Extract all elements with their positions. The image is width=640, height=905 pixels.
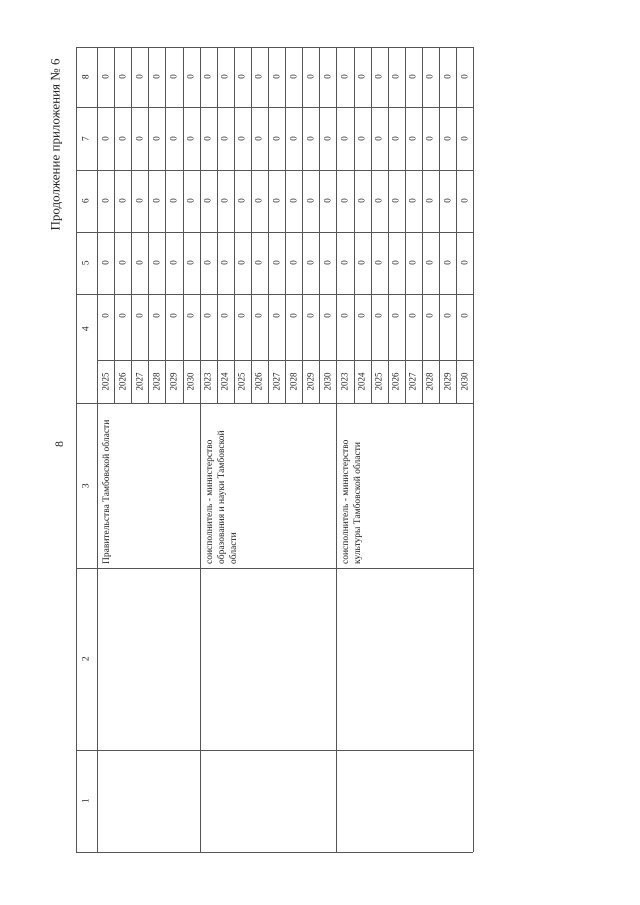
column-header-2: 2: [80, 656, 91, 662]
value-cell-col-7: 0: [168, 135, 179, 141]
value-cell-col-4: 0: [117, 313, 128, 318]
value-cell-col-6: 0: [322, 198, 333, 203]
value-cell-col-8: 0: [185, 74, 196, 79]
value-cell-col-6: 0: [305, 198, 316, 203]
table-rule: [251, 47, 252, 403]
value-cell-col-7: 0: [185, 135, 196, 141]
value-cell-col-5: 0: [271, 260, 282, 265]
value-cell-col-4: 0: [202, 313, 213, 318]
value-cell-col-8: 0: [253, 74, 264, 79]
value-cell-col-8: 0: [322, 74, 333, 79]
value-cell-col-6: 0: [168, 198, 179, 203]
value-cell-col-7: 0: [339, 135, 350, 141]
year-cell: 2028: [151, 372, 162, 390]
value-cell-col-4: 0: [271, 313, 282, 318]
column-header-6: 6: [80, 198, 91, 204]
value-cell-col-5: 0: [288, 260, 299, 265]
value-cell-col-6: 0: [390, 198, 401, 203]
value-cell-col-7: 0: [373, 135, 384, 141]
value-cell-col-4: 0: [168, 313, 179, 318]
value-cell-col-7: 0: [151, 135, 162, 141]
value-cell-col-5: 0: [356, 260, 367, 265]
table-rule: [200, 47, 201, 852]
year-cell: 2023: [202, 372, 213, 390]
value-cell-col-7: 0: [390, 135, 401, 141]
continuation-title: Продолжение приложения № 6: [47, 58, 63, 231]
value-cell-col-5: 0: [253, 260, 264, 265]
table-rule: [234, 47, 235, 403]
value-cell-col-4: 0: [253, 313, 264, 318]
table-rule: [131, 47, 132, 403]
value-cell-col-5: 0: [151, 260, 162, 265]
value-cell-col-8: 0: [339, 74, 350, 79]
table-rule: [354, 47, 355, 403]
value-cell-col-7: 0: [407, 135, 418, 141]
table-rule: [371, 47, 372, 403]
value-cell-col-8: 0: [424, 74, 435, 79]
value-cell-col-4: 0: [288, 313, 299, 318]
value-cell-col-4: 0: [151, 313, 162, 318]
column-header-5: 5: [80, 260, 91, 266]
value-cell-col-8: 0: [442, 74, 453, 79]
value-cell-col-8: 0: [134, 74, 145, 79]
year-cell: 2029: [442, 372, 453, 390]
value-cell-col-8: 0: [151, 74, 162, 79]
table-rule: [217, 47, 218, 403]
value-cell-col-8: 0: [271, 74, 282, 79]
value-cell-col-4: 0: [442, 313, 453, 318]
table-rule: [97, 47, 98, 852]
table-rule: [76, 852, 473, 853]
value-cell-col-6: 0: [134, 198, 145, 203]
value-cell-col-8: 0: [373, 74, 384, 79]
value-cell-col-5: 0: [185, 260, 196, 265]
value-cell-col-5: 0: [424, 260, 435, 265]
table-rule: [302, 47, 303, 403]
value-cell-col-7: 0: [305, 135, 316, 141]
value-cell-col-7: 0: [134, 135, 145, 141]
table-rule: [76, 47, 77, 852]
executor-cell: соисполнитель - министерство образования и науки Тамбовской области: [204, 430, 239, 564]
value-cell-col-8: 0: [390, 74, 401, 79]
value-cell-col-5: 0: [305, 260, 316, 265]
value-cell-col-7: 0: [236, 135, 247, 141]
value-cell-col-6: 0: [356, 198, 367, 203]
value-cell-col-7: 0: [288, 135, 299, 141]
table-rule: [76, 232, 473, 233]
value-cell-col-6: 0: [407, 198, 418, 203]
table-rule: [148, 47, 149, 403]
value-cell-col-5: 0: [459, 260, 470, 265]
value-cell-col-5: 0: [236, 260, 247, 265]
table-rule: [268, 47, 269, 403]
value-cell-col-6: 0: [202, 198, 213, 203]
column-header-4: 4: [80, 325, 91, 331]
value-cell-col-7: 0: [424, 135, 435, 141]
value-cell-col-7: 0: [202, 135, 213, 141]
value-cell-col-6: 0: [253, 198, 264, 203]
value-cell-col-8: 0: [117, 74, 128, 79]
table-rule: [76, 403, 473, 404]
value-cell-col-4: 0: [459, 313, 470, 318]
table-rule: [76, 170, 473, 171]
year-cell: 2025: [373, 372, 384, 390]
year-cell: 2024: [356, 372, 367, 390]
year-cell: 2025: [100, 372, 111, 390]
value-cell-col-7: 0: [442, 135, 453, 141]
year-cell: 2026: [117, 372, 128, 390]
value-cell-col-5: 0: [339, 260, 350, 265]
value-cell-col-5: 0: [407, 260, 418, 265]
table-rule: [114, 47, 115, 403]
value-cell-col-8: 0: [168, 74, 179, 79]
value-cell-col-8: 0: [100, 74, 111, 79]
table-rule: [183, 47, 184, 403]
column-header-7: 7: [80, 135, 91, 141]
year-cell: 2028: [424, 372, 435, 390]
value-cell-col-8: 0: [407, 74, 418, 79]
year-cell: 2026: [390, 372, 401, 390]
value-cell-col-8: 0: [219, 74, 230, 79]
value-cell-col-7: 0: [253, 135, 264, 141]
value-cell-col-4: 0: [390, 313, 401, 318]
value-cell-col-8: 0: [305, 74, 316, 79]
value-cell-col-6: 0: [100, 198, 111, 203]
value-cell-col-4: 0: [373, 313, 384, 318]
value-cell-col-6: 0: [442, 198, 453, 203]
value-cell-col-6: 0: [185, 198, 196, 203]
table-rule: [439, 47, 440, 403]
value-cell-col-4: 0: [424, 313, 435, 318]
column-header-8: 8: [80, 74, 91, 80]
value-cell-col-6: 0: [271, 198, 282, 203]
value-cell-col-5: 0: [117, 260, 128, 265]
value-cell-col-6: 0: [288, 198, 299, 203]
table-rule: [76, 47, 473, 48]
value-cell-col-7: 0: [271, 135, 282, 141]
value-cell-col-6: 0: [117, 198, 128, 203]
value-cell-col-8: 0: [202, 74, 213, 79]
value-cell-col-8: 0: [356, 74, 367, 79]
page-number: 8: [52, 441, 66, 447]
value-cell-col-6: 0: [424, 198, 435, 203]
table-rule: [76, 750, 473, 751]
value-cell-col-6: 0: [339, 198, 350, 203]
value-cell-col-4: 0: [219, 313, 230, 318]
value-cell-col-4: 0: [407, 313, 418, 318]
value-cell-col-7: 0: [356, 135, 367, 141]
year-cell: 2027: [271, 372, 282, 390]
year-cell: 2023: [339, 372, 350, 390]
value-cell-col-7: 0: [219, 135, 230, 141]
table-rule: [76, 107, 473, 108]
executor-cell: соисполнитель - министерство культуры Тамбовской области: [341, 439, 364, 564]
table-rule: [285, 47, 286, 403]
value-cell-col-5: 0: [134, 260, 145, 265]
table-rule: [336, 47, 337, 852]
year-cell: 2027: [134, 372, 145, 390]
table-rule: [165, 47, 166, 403]
value-cell-col-6: 0: [459, 198, 470, 203]
value-cell-col-8: 0: [288, 74, 299, 79]
value-cell-col-6: 0: [151, 198, 162, 203]
year-cell: 2030: [322, 372, 333, 390]
value-cell-col-5: 0: [322, 260, 333, 265]
executor-cell: Правительства Тамбовской области: [102, 419, 112, 564]
value-cell-col-4: 0: [339, 313, 350, 318]
table-rule: [76, 568, 473, 569]
table-rule: [319, 47, 320, 403]
year-cell: 2025: [236, 372, 247, 390]
value-cell-col-8: 0: [236, 74, 247, 79]
year-cell: 2024: [219, 372, 230, 390]
value-cell-col-7: 0: [322, 135, 333, 141]
table-rule: [388, 47, 389, 403]
value-cell-col-6: 0: [219, 198, 230, 203]
value-cell-col-4: 0: [100, 313, 111, 318]
value-cell-col-4: 0: [356, 313, 367, 318]
value-cell-col-5: 0: [168, 260, 179, 265]
value-cell-col-6: 0: [373, 198, 384, 203]
table-rule: [422, 47, 423, 403]
value-cell-col-8: 0: [459, 74, 470, 79]
value-cell-col-4: 0: [322, 313, 333, 318]
value-cell-col-5: 0: [100, 260, 111, 265]
year-cell: 2029: [168, 372, 179, 390]
value-cell-col-7: 0: [117, 135, 128, 141]
value-cell-col-5: 0: [202, 260, 213, 265]
table-rule: [405, 47, 406, 403]
value-cell-col-7: 0: [100, 135, 111, 141]
year-cell: 2028: [288, 372, 299, 390]
year-cell: 2026: [253, 372, 264, 390]
value-cell-col-6: 0: [236, 198, 247, 203]
value-cell-col-4: 0: [305, 313, 316, 318]
value-cell-col-5: 0: [390, 260, 401, 265]
value-cell-col-4: 0: [185, 313, 196, 318]
column-header-3: 3: [80, 482, 91, 488]
year-cell: 2029: [305, 372, 316, 390]
value-cell-col-7: 0: [459, 135, 470, 141]
value-cell-col-5: 0: [219, 260, 230, 265]
value-cell-col-4: 0: [134, 313, 145, 318]
table-rule: [456, 47, 457, 403]
year-cell: 2030: [185, 372, 196, 390]
value-cell-col-4: 0: [236, 313, 247, 318]
table-rule: [473, 47, 474, 852]
year-cell: 2030: [459, 372, 470, 390]
value-cell-col-5: 0: [442, 260, 453, 265]
year-cell: 2027: [407, 372, 418, 390]
value-cell-col-5: 0: [373, 260, 384, 265]
column-header-1: 1: [80, 798, 91, 804]
